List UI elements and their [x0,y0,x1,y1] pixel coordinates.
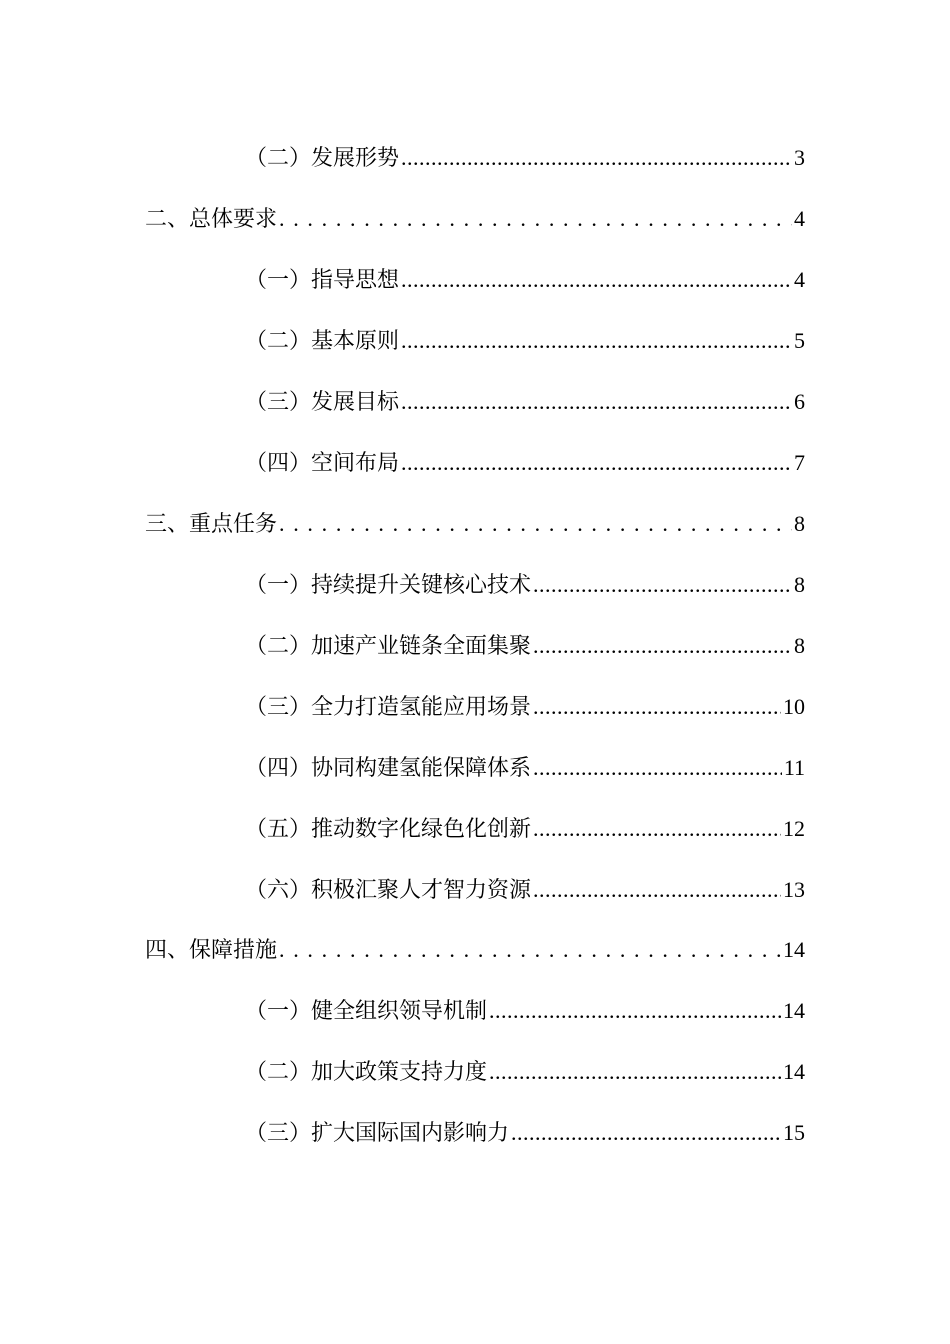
toc-entry-title: （三）扩大国际国内影响力 [245,1121,510,1146]
toc-entry-digital-green-innovation[interactable] [245,809,805,849]
toc-entry-policy-support[interactable] [245,1052,805,1092]
toc-leader-dots [401,138,792,179]
toc-leader-dots [533,809,781,850]
toc-leader-dots [279,199,792,240]
toc-entry-title: （六）积极汇聚人才智力资源 [245,878,532,903]
toc-entry-page: 14 [783,937,805,962]
toc-entry-title: （二）加大政策支持力度 [245,1060,488,1085]
toc-entry-page: 14 [783,998,805,1023]
toc-entry-page: 15 [783,1120,805,1145]
toc-entry-talent-resources[interactable] [245,870,805,910]
toc-entry-title: （五）推动数字化绿色化创新 [245,817,532,842]
toc-entry-guiding-ideology[interactable] [245,260,805,300]
toc-leader-dots [401,382,792,423]
toc-entry-page: 4 [794,206,805,231]
toc-entry-title: （四）协同构建氢能保障体系 [245,756,532,781]
toc-leader-dots [533,626,792,667]
toc-entry-title: （一）指导思想 [245,268,400,293]
toc-leader-dots [279,504,792,545]
toc-leader-dots [533,565,792,606]
toc-entry-page: 13 [783,877,805,902]
toc-entry-title: （二）发展形势 [245,146,400,171]
toc-entry-page: 5 [794,328,805,353]
toc-entry-page: 6 [794,389,805,414]
toc-entry-title: （一）持续提升关键核心技术 [245,573,532,598]
toc-entry-page: 10 [783,694,805,719]
toc-entry-title: （三）全力打造氢能应用场景 [245,695,532,720]
toc-entry-development-situation[interactable] [245,138,805,178]
toc-leader-dots [279,930,781,971]
toc-leader-dots [533,687,781,728]
toc-entry-title: （二）加速产业链条全面集聚 [245,634,532,659]
toc-leader-dots [533,748,782,789]
toc-entry-core-technology[interactable] [245,565,805,605]
toc-entry-application-scenarios[interactable] [245,687,805,727]
toc-entry-title: （四）空间布局 [245,451,400,476]
toc-entry-industry-chain[interactable] [245,626,805,666]
toc-entry-title: （二）基本原则 [245,329,400,354]
toc-entry-basic-principles[interactable] [245,321,805,361]
toc-entry-page: 14 [783,1059,805,1084]
toc-leader-dots [401,443,792,484]
toc-entry-organizational-leadership[interactable] [245,991,805,1031]
toc-entry-page: 8 [794,511,805,536]
toc-leader-dots [533,870,781,911]
toc-entry-influence[interactable] [245,1113,805,1153]
toc-entry-title: 四、保障措施 [145,938,278,963]
toc-entry-title: （一）健全组织领导机制 [245,999,488,1024]
toc-leader-dots [489,1052,781,1093]
toc-entry-page: 12 [783,816,805,841]
toc-entry-page: 7 [794,450,805,475]
toc-entry-title: （三）发展目标 [245,390,400,415]
toc-entry-title: 二、总体要求 [145,207,278,232]
toc-leader-dots [401,260,792,301]
toc-leader-dots [401,321,792,362]
toc-entry-page: 8 [794,572,805,597]
toc-entry-key-tasks[interactable] [145,504,805,544]
toc-entry-page: 4 [794,267,805,292]
toc-entry-page: 8 [794,633,805,658]
toc-entry-title: 三、重点任务 [145,512,278,537]
toc-entry-spatial-layout[interactable] [245,443,805,483]
toc-entry-safeguard-measures[interactable] [145,930,805,970]
toc-leader-dots [489,991,781,1032]
toc-entry-support-system[interactable] [245,748,805,788]
toc-entry-page: 11 [783,755,805,780]
toc-leader-dots [511,1113,781,1154]
toc-entry-overall-requirements[interactable] [145,199,805,239]
toc-entry-development-goals[interactable] [245,382,805,422]
toc-entry-page: 3 [794,145,805,170]
